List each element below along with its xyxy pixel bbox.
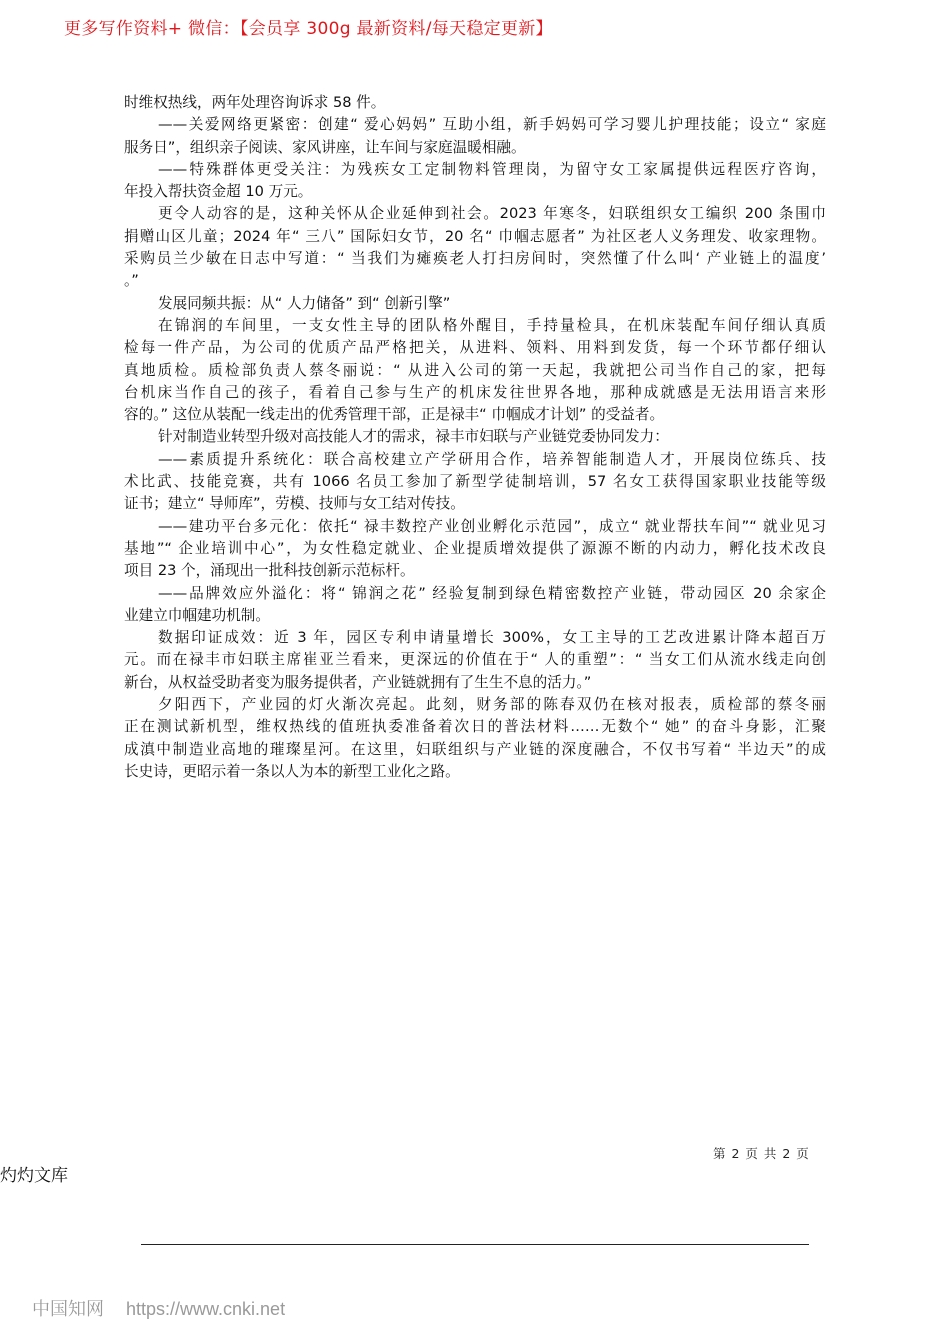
text-line: 证书；建立“ 导师库”，劳模、技师与女工结对传技。: [124, 495, 465, 513]
paragraph: [124, 516, 826, 583]
text-line: 采购员兰少敏在日志中写道：“ 当我们为瘫痪老人打扫房间时，突然懂了什么叫‘ 产业链上的温度’: [124, 250, 826, 268]
text-line: 基地”“ 企业培训中心”，为女性稳定就业、企业提质增效提供了源源不断的内动力，孵化技术改良: [124, 539, 826, 557]
paragraph: [124, 114, 826, 159]
text-line: 捐赠山区儿童；2024 年“ 三八” 国际妇女节，20 名“ 巾帼志愿者” 为社区老人义务理发、收家理物。: [124, 227, 826, 245]
text-line: 业建立巾帼建功机制。: [124, 606, 270, 624]
text-line: 正在测试新机型，维权热线的值班执委准备着次日的普法材料……无数个“ 她” 的奋斗身影，汇聚: [124, 718, 826, 736]
text-line: ——关爱网络更紧密：创建“ 爱心妈妈” 互助小组，新手妈妈可学习婴儿护理技能；设立“ 家庭: [158, 116, 826, 134]
text-line: ——建功平台多元化：依托“ 禄丰数控产业创业孵化示范园”，成立“ 就业帮扶车间”“ 就业见习: [158, 517, 826, 535]
text-line: 检每一件产品，为公司的优质产品严格把关，从进料、领料、用料到发货，每一个环节都仔细认: [124, 339, 826, 357]
text-line: 新台，从权益受助者变为服务提供者，产业链就拥有了生生不息的活力。”: [124, 673, 592, 691]
cnki-url[interactable]: https://www.cnki.net: [126, 1299, 286, 1319]
library-name: 灼灼文库: [0, 1166, 68, 1186]
text-line: 年投入帮扶资金超 10 万元。: [124, 183, 313, 201]
article-body: [124, 92, 826, 783]
text-line: 容的。” 这位从装配一线走出的优秀管理干部，正是禄丰“ 巾帼成才计划” 的受益者。: [124, 406, 665, 424]
text-line: 在锦润的车间里，一支女性主导的团队格外醒目，手持量检具，在机床装配车间仔细认真质: [158, 316, 826, 334]
text-line: 成滇中制造业高地的璀璨星河。在这里，妇联组织与产业链的深度融合，不仅书写着“ 半边天”的成: [124, 740, 826, 758]
text-line: 长史诗，更昭示着一条以人为本的新型工业化之路。: [124, 762, 460, 780]
paragraph: [124, 627, 826, 694]
text-line: 。”: [124, 272, 139, 290]
text-line: ——素质提升系统化：联合高校建立产学研用合作，培养智能制造人才，开展岗位练兵、技: [158, 450, 826, 468]
text-line: 术比武、技能竞赛，共有 1066 名员工参加了新型学徒制培训，57 名女工获得国家职业技能等级: [124, 473, 826, 491]
cnki-watermark: [32, 1295, 285, 1321]
paragraph: [124, 203, 826, 292]
paragraph: [124, 694, 826, 783]
text-line: ——特殊群体更受关注：为残疾女工定制物料管理岗，为留守女工家属提供远程医疗咨询，: [158, 160, 826, 178]
promo-banner: 更多写作资料+ 微信：【会员享 300g 最新资料/每天稳定更新】: [64, 19, 553, 39]
paragraph: [124, 583, 826, 628]
paragraph: [124, 293, 826, 315]
paragraph: [124, 449, 826, 516]
paragraph: [124, 426, 826, 448]
text-line: 服务日”，组织亲子阅读、家风讲座，让车间与家庭温暖相融。: [124, 138, 526, 156]
text-line: 时维权热线，两年处理咨询诉求 58 件。: [124, 94, 386, 111]
page-number: 第 2 页 共 2 页: [713, 1146, 810, 1161]
text-line: 夕阳西下，产业园的灯火渐次亮起。此刻，财务部的陈春双仍在核对报表，质检部的蔡冬丽: [158, 696, 826, 714]
text-line: 元。而在禄丰市妇联主席崔亚兰看来，更深远的价值在于“ 人的重塑”：“ 当女工们从流水线走向创: [124, 651, 826, 669]
text-line: 真地质检。质检部负责人蔡冬丽说：“ 从进入公司的第一天起，我就把公司当作自己的家，把每: [124, 361, 826, 379]
paragraph: [124, 159, 826, 204]
text-line: 针对制造业转型升级对高技能人才的需求，禄丰市妇联与产业链党委协同发力：: [158, 428, 669, 446]
footer-divider: [141, 1244, 809, 1245]
text-line: 数据印证成效：近 3 年，园区专利申请量增长 300%，女工主导的工艺改进累计降本超百万: [158, 629, 826, 647]
cnki-name: 中国知网: [32, 1299, 104, 1320]
text-line: 台机床当作自己的孩子，看着自己参与生产的机床发往世界各地，那种成就感是无法用语言来形: [124, 383, 826, 401]
text-line: 发展同频共振：从“ 人力储备” 到“ 创新引擎”: [158, 294, 451, 312]
text-line: 项目 23 个，涌现出一批科技创新示范标杆。: [124, 562, 415, 580]
text-line: 更令人动容的是，这种关怀从企业延伸到社会。2023 年寒冬，妇联组织女工编织 200 条围巾: [158, 205, 826, 223]
paragraph: [124, 92, 826, 114]
text-line: ——品牌效应外溢化：将“ 锦润之花” 经验复制到绿色精密数控产业链，带动园区 20 余家企: [158, 584, 826, 602]
paragraph: [124, 315, 826, 426]
